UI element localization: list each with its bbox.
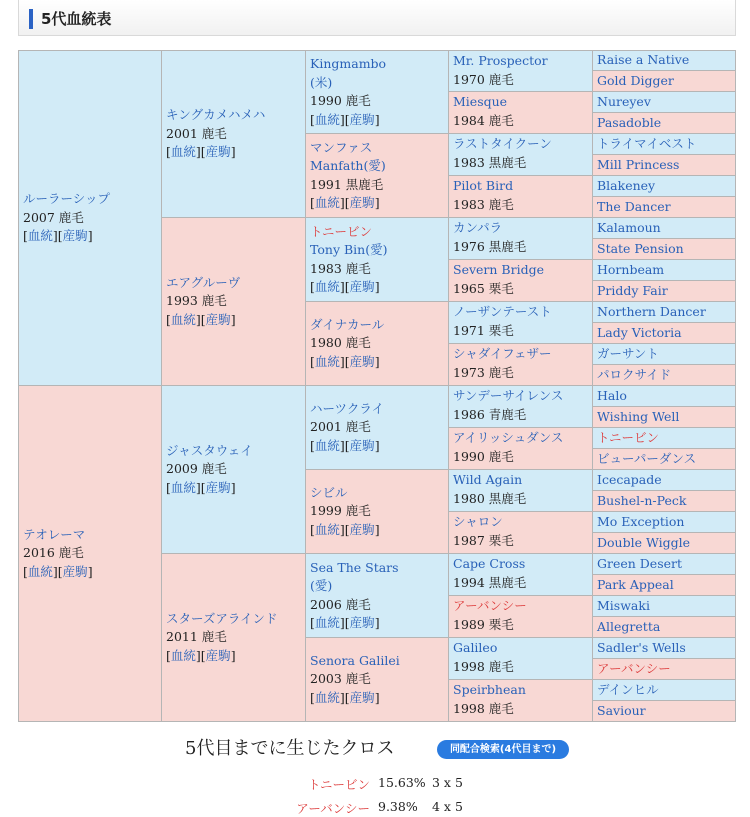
pedigree-cell-gen4 (449, 302, 593, 344)
horse-name-link[interactable]: Wishing Well (597, 408, 680, 424)
pedigree-cell-gen5 (593, 113, 736, 134)
horse-name-link[interactable]: Icecapade (597, 471, 662, 487)
pedigree-link[interactable]: 血統 (170, 647, 196, 663)
pedigree-cell-gen1 (18, 386, 162, 722)
bracket: [ (310, 111, 315, 127)
horse-links (166, 647, 301, 666)
horse-name-link[interactable]: Speirbhean (453, 682, 526, 697)
bracket: ][ (339, 279, 350, 294)
pedigree-cell-gen5 (593, 428, 736, 449)
pedigree-cell-gen3 (306, 134, 449, 218)
pedigree-link[interactable]: 血統 (314, 689, 340, 705)
horse-name-link[interactable]: シビル (310, 484, 348, 500)
horse-links (166, 311, 301, 330)
bracket: [ (166, 479, 171, 495)
horse-name-link[interactable]: State Pension (597, 240, 684, 256)
cross-percentage: 9.38% (378, 799, 418, 814)
horse-name-link[interactable]: Double Wiggle (597, 534, 690, 550)
horse-birth-year-color: 1987 栗毛 (453, 532, 514, 548)
cross-generations: 3 x 5 (432, 775, 463, 790)
bracket: ][ (52, 563, 63, 579)
bracket: [ (310, 195, 315, 210)
pedigree-cell-gen5 (593, 197, 736, 218)
pedigree-cell-gen5 (593, 50, 736, 71)
horse-name-link[interactable]: Miswaki (597, 597, 650, 613)
pedigree-link[interactable]: 血統 (170, 311, 196, 327)
produce-link[interactable]: 産駒 (205, 311, 231, 327)
page-title: 5代血統表 (41, 10, 112, 28)
pedigree-cell-gen5 (593, 596, 736, 617)
horse-name-link[interactable]: Wild Again (453, 472, 523, 487)
pedigree-table (18, 50, 736, 722)
horse-name-link[interactable]: Kingmambo (310, 56, 387, 71)
horse-links (310, 689, 444, 708)
pedigree-cell-gen4 (449, 512, 593, 554)
horse-name-link[interactable]: Northern Dancer (597, 303, 706, 319)
horse-birth-year-color: 1970 鹿毛 (453, 71, 514, 87)
horse-name-link[interactable]: Gold Digger (597, 72, 674, 88)
pedigree-cell-gen4 (449, 680, 593, 722)
produce-link[interactable]: 産駒 (349, 521, 375, 537)
horse-name-link[interactable]: サンデーサイレンス (453, 388, 564, 403)
bracket: [ (310, 353, 315, 369)
horse-name-link[interactable]: Green Desert (597, 555, 683, 571)
bracket: ] (87, 563, 93, 579)
horse-name-link[interactable]: キングカメハメハ (166, 107, 266, 123)
horse-birth-year-color: 2009 鹿毛 (166, 461, 227, 477)
pedigree-cell-gen4 (449, 428, 593, 470)
bracket: ][ (195, 311, 206, 327)
pedigree-link[interactable]: 血統 (314, 111, 340, 127)
bracket: ][ (339, 111, 350, 127)
horse-birth-year-color: 1983 鹿毛 (453, 196, 514, 212)
produce-link[interactable]: 産駒 (349, 615, 375, 630)
pedigree-cell-gen5 (593, 512, 736, 533)
horse-birth-year-color: 1973 鹿毛 (453, 364, 514, 380)
horse-birth-year-color: 1965 栗毛 (453, 280, 514, 296)
horse-links (310, 194, 444, 213)
horse-name-link[interactable]: パロクサイド (597, 366, 672, 382)
horse-name-link[interactable]: ビューパーダンス (597, 450, 697, 466)
bracket: ][ (339, 615, 350, 630)
pedigree-link[interactable]: 血統 (314, 521, 340, 537)
pedigree-cell-gen5 (593, 554, 736, 575)
horse-name-link[interactable]: Park Appeal (597, 576, 674, 592)
horse-name-link[interactable]: トニービン (597, 429, 660, 445)
bracket: ] (87, 228, 93, 244)
pedigree-cell-gen4 (449, 176, 593, 218)
horse-links (310, 353, 444, 372)
bracket: [ (166, 144, 171, 160)
produce-link[interactable]: 産駒 (205, 647, 231, 663)
pedigree-cell-gen5 (593, 659, 736, 680)
bracket: [ (23, 563, 28, 579)
bracket: ] (230, 479, 236, 495)
bracket: [ (166, 311, 171, 327)
horse-name-link[interactable]: Nureyev (597, 93, 651, 109)
pedigree-cell-gen3 (306, 554, 449, 638)
horse-birth-year-color: 1983 鹿毛 (310, 260, 371, 276)
bracket: ] (374, 111, 380, 127)
produce-link[interactable]: 産駒 (205, 479, 231, 495)
horse-name-link[interactable]: ノーザンテースト (453, 304, 552, 319)
cross-section-title: 5代目までに生じたクロス (185, 738, 395, 759)
horse-birth-year-color: 1976 黒鹿毛 (453, 238, 527, 254)
horse-name-link[interactable]: Raise a Native (597, 52, 690, 68)
pedigree-cell-gen5 (593, 323, 736, 344)
horse-birth-year-color: 1998 鹿毛 (453, 658, 514, 674)
pedigree-cell-gen4 (449, 344, 593, 386)
bracket: ] (374, 195, 380, 210)
pedigree-link[interactable]: 血統 (314, 279, 340, 294)
pedigree-cell-gen5 (593, 71, 736, 92)
horse-name-link[interactable]: Blakeney (597, 177, 656, 193)
header-accent-bar (29, 9, 33, 29)
pedigree-cell-gen3 (306, 386, 449, 470)
produce-link[interactable]: 産駒 (349, 437, 375, 453)
horse-birth-year-color: 1984 鹿毛 (453, 112, 514, 128)
pedigree-cell-gen4 (449, 470, 593, 512)
bracket: ][ (339, 689, 350, 705)
horse-name-link[interactable]: Allegretta (597, 618, 661, 634)
pedigree-cell-gen5 (593, 617, 736, 638)
horse-birth-year-color: 2007 鹿毛 (23, 209, 84, 225)
pedigree-cell-gen5 (593, 239, 736, 260)
produce-link[interactable]: 産駒 (62, 563, 88, 579)
pedigree-cell-gen4 (449, 638, 593, 680)
horse-name-link[interactable]: Mill Princess (597, 156, 680, 172)
horse-birth-year-color: 1986 青鹿毛 (453, 406, 527, 422)
pedigree-cell-gen5 (593, 701, 736, 722)
pedigree-cell-gen5 (593, 365, 736, 386)
produce-link[interactable]: 産駒 (205, 144, 231, 160)
bracket: [ (310, 437, 315, 453)
bracket: ] (374, 689, 380, 705)
bracket: ][ (339, 437, 350, 453)
pedigree-link[interactable]: 血統 (170, 479, 196, 495)
pedigree-cell-gen5 (593, 386, 736, 407)
horse-name-link[interactable]: テオレーマ (23, 526, 86, 542)
horse-name-link[interactable]: ガーサント (597, 345, 659, 361)
horse-name-link[interactable]: カンパラ (453, 220, 503, 235)
horse-birth-year-color: 1991 黒鹿毛 (310, 176, 384, 192)
horse-name-link[interactable]: トニービン (310, 223, 373, 239)
horse-name-link[interactable]: Bushel-n-Peck (597, 492, 687, 508)
horse-name-link[interactable]: アイリッシュダンス (453, 430, 564, 445)
horse-name-link[interactable]: ラストタイクーン (453, 136, 552, 151)
horse-name-link[interactable]: エアグルーヴ (166, 274, 241, 290)
bracket: ] (374, 521, 380, 537)
section-header (18, 0, 736, 36)
pedigree-cell-gen4 (449, 554, 593, 596)
produce-link[interactable]: 産駒 (349, 689, 375, 705)
pedigree-cell-gen5 (593, 281, 736, 302)
cross-horse-name[interactable]: アーバンシー (296, 801, 370, 816)
horse-name-link[interactable]: Senora Galilei (310, 652, 400, 668)
horse-name-link[interactable]: ハーツクライ (310, 400, 385, 416)
pedigree-cell-gen4 (449, 260, 593, 302)
produce-link[interactable]: 産駒 (349, 195, 375, 210)
pedigree-cell-gen3 (306, 638, 449, 722)
pedigree-cell-gen5 (593, 134, 736, 155)
horse-birth-year-color: 1990 鹿毛 (310, 93, 371, 108)
horse-name-link[interactable]: Priddy Fair (597, 282, 668, 298)
same-mating-search-button[interactable]: 同配合検索(4代目まで) (437, 740, 569, 759)
horse-birth-year-color: 2016 鹿毛 (23, 545, 84, 561)
horse-birth-year-color: 1983 黒鹿毛 (453, 154, 527, 170)
cross-percentage: 15.63% (378, 775, 426, 790)
horse-links (23, 227, 157, 246)
horse-foreign-name-link[interactable]: Tony Bin(愛) (310, 242, 388, 257)
horse-birth-year-color: 1998 鹿毛 (453, 700, 514, 716)
horse-name-link[interactable]: Sea The Stars (310, 559, 399, 575)
pedigree-cell-gen5 (593, 470, 736, 491)
cross-generations: 4 x 5 (432, 799, 463, 814)
horse-birth-year-color: 2003 鹿毛 (310, 671, 371, 687)
pedigree-cell-gen3 (306, 470, 449, 554)
produce-link[interactable]: 産駒 (349, 279, 375, 294)
pedigree-cell-gen4 (449, 596, 593, 638)
pedigree-cell-gen5 (593, 638, 736, 659)
horse-name-link[interactable]: ジャスタウェイ (166, 442, 253, 458)
bracket: ][ (339, 353, 350, 369)
bracket: [ (310, 279, 315, 294)
horse-name-link[interactable]: Pasadoble (597, 114, 662, 130)
bracket: ] (230, 647, 236, 663)
horse-name-link[interactable]: マンファス (310, 139, 373, 155)
horse-name-link[interactable]: Halo (597, 387, 627, 403)
horse-name-link[interactable]: アーバンシー (597, 660, 671, 676)
horse-foreign-name-link[interactable]: Manfath(愛) (310, 158, 386, 173)
horse-links (310, 521, 444, 540)
bracket: ][ (195, 647, 206, 663)
pedigree-cell-gen4 (449, 218, 593, 260)
horse-name-link[interactable]: Miesque (453, 94, 508, 109)
bracket: [ (310, 689, 315, 705)
bracket: ] (230, 144, 236, 160)
pedigree-cell-gen5 (593, 176, 736, 197)
pedigree-cell-gen3 (306, 50, 449, 134)
horse-birth-year-color: 1994 黒鹿毛 (453, 574, 527, 590)
horse-name-link[interactable]: Lady Victoria (597, 324, 682, 340)
horse-birth-year-color: 1990 鹿毛 (453, 448, 514, 464)
horse-links (166, 143, 301, 162)
horse-name-link[interactable]: The Dancer (597, 198, 671, 214)
horse-name-link[interactable]: ルーラーシップ (23, 191, 111, 207)
horse-name-link[interactable]: トライマイベスト (597, 135, 697, 151)
horse-links (23, 563, 157, 582)
bracket: [ (166, 647, 171, 663)
pedigree-cell-gen5 (593, 92, 736, 113)
horse-birth-year-color: 1993 鹿毛 (166, 293, 227, 309)
horse-name-link[interactable]: アーバンシー (453, 598, 527, 613)
pedigree-cell-gen4 (449, 92, 593, 134)
horse-birth-year-color: 2011 鹿毛 (166, 629, 227, 645)
horse-links (310, 614, 444, 633)
horse-links (310, 111, 444, 130)
pedigree-link[interactable]: 血統 (314, 437, 340, 453)
pedigree-cell-gen5 (593, 260, 736, 281)
horse-birth-year-color: 1971 栗毛 (453, 322, 514, 338)
bracket: [ (23, 228, 28, 244)
pedigree-link[interactable]: 血統 (314, 615, 340, 630)
horse-birth-year-color: 1980 鹿毛 (310, 335, 371, 351)
horse-links (166, 479, 301, 498)
horse-name-link[interactable]: Hornbeam (597, 261, 665, 277)
produce-link[interactable]: 産駒 (349, 353, 375, 369)
bracket: ][ (52, 228, 63, 244)
bracket: [ (310, 615, 315, 630)
pedigree-cell-gen5 (593, 449, 736, 470)
bracket: ][ (339, 521, 350, 537)
horse-birth-year-color: 1989 栗毛 (453, 616, 514, 632)
horse-name-link[interactable]: Mr. Prospector (453, 53, 548, 68)
bracket: ] (374, 437, 380, 453)
pedigree-cell-gen5 (593, 491, 736, 512)
pedigree-cell-gen4 (449, 50, 593, 92)
horse-name-link[interactable]: Severn Bridge (453, 262, 544, 277)
horse-name-link[interactable]: ダイナカール (310, 316, 385, 332)
pedigree-cell-gen5 (593, 218, 736, 239)
horse-name-link[interactable]: Saviour (597, 702, 646, 718)
horse-name-link[interactable]: Cape Cross (453, 556, 526, 571)
horse-birth-year-color: 2001 鹿毛 (166, 125, 227, 141)
pedigree-cell-gen4 (449, 134, 593, 176)
pedigree-cell-gen5 (593, 302, 736, 323)
pedigree-cell-gen5 (593, 407, 736, 428)
pedigree-link[interactable]: 血統 (27, 563, 53, 579)
bracket: ] (374, 353, 380, 369)
pedigree-cell-gen2 (162, 218, 306, 386)
horse-birth-year-color: 2001 鹿毛 (310, 419, 371, 435)
horse-name-link[interactable]: シャダイフェザー (453, 346, 552, 361)
pedigree-cell-gen2 (162, 386, 306, 554)
bracket: ] (374, 279, 380, 294)
horse-name-link[interactable]: スターズアラインド (166, 610, 278, 626)
pedigree-cell-gen5 (593, 575, 736, 596)
bracket: ][ (339, 195, 350, 210)
pedigree-cell-gen4 (449, 386, 593, 428)
horse-birth-year-color: 1999 鹿毛 (310, 503, 371, 519)
horse-birth-year-color: 1980 黒鹿毛 (453, 490, 527, 506)
pedigree-cell-gen3 (306, 218, 449, 302)
bracket: ][ (195, 144, 206, 160)
horse-name-link[interactable]: デインヒル (597, 681, 659, 697)
pedigree-link[interactable]: 血統 (314, 195, 340, 210)
bracket: [ (310, 521, 315, 537)
pedigree-link[interactable]: 血統 (314, 353, 340, 369)
horse-birth-year-color: 2006 鹿毛 (310, 596, 371, 612)
horse-name-link[interactable]: Mo Exception (597, 513, 685, 529)
horse-name-link[interactable]: Kalamoun (597, 219, 661, 235)
horse-name-link[interactable]: Sadler's Wells (597, 639, 686, 655)
horse-foreign-name-link[interactable]: (愛) (310, 578, 333, 593)
horse-links (310, 278, 444, 297)
horse-name-link[interactable]: Galileo (453, 640, 498, 655)
pedigree-cell-gen1 (18, 50, 162, 386)
pedigree-cell-gen2 (162, 50, 306, 218)
horse-foreign-name-link[interactable]: (米) (310, 74, 333, 90)
bracket: ] (230, 311, 236, 327)
pedigree-cell-gen3 (306, 302, 449, 386)
horse-name-link[interactable]: シャロン (453, 514, 503, 529)
bracket: ] (374, 615, 380, 630)
produce-link[interactable]: 産駒 (349, 111, 375, 127)
pedigree-cell-gen5 (593, 533, 736, 554)
pedigree-cell-gen2 (162, 554, 306, 722)
cross-horse-name[interactable]: トニービン (307, 777, 370, 792)
pedigree-link[interactable]: 血統 (27, 228, 53, 244)
produce-link[interactable]: 産駒 (62, 228, 88, 244)
bracket: ][ (195, 479, 206, 495)
horse-name-link[interactable]: Pilot Bird (453, 178, 514, 193)
pedigree-cell-gen5 (593, 344, 736, 365)
horse-links (310, 437, 444, 456)
pedigree-cell-gen5 (593, 155, 736, 176)
pedigree-cell-gen5 (593, 680, 736, 701)
pedigree-link[interactable]: 血統 (170, 144, 196, 160)
